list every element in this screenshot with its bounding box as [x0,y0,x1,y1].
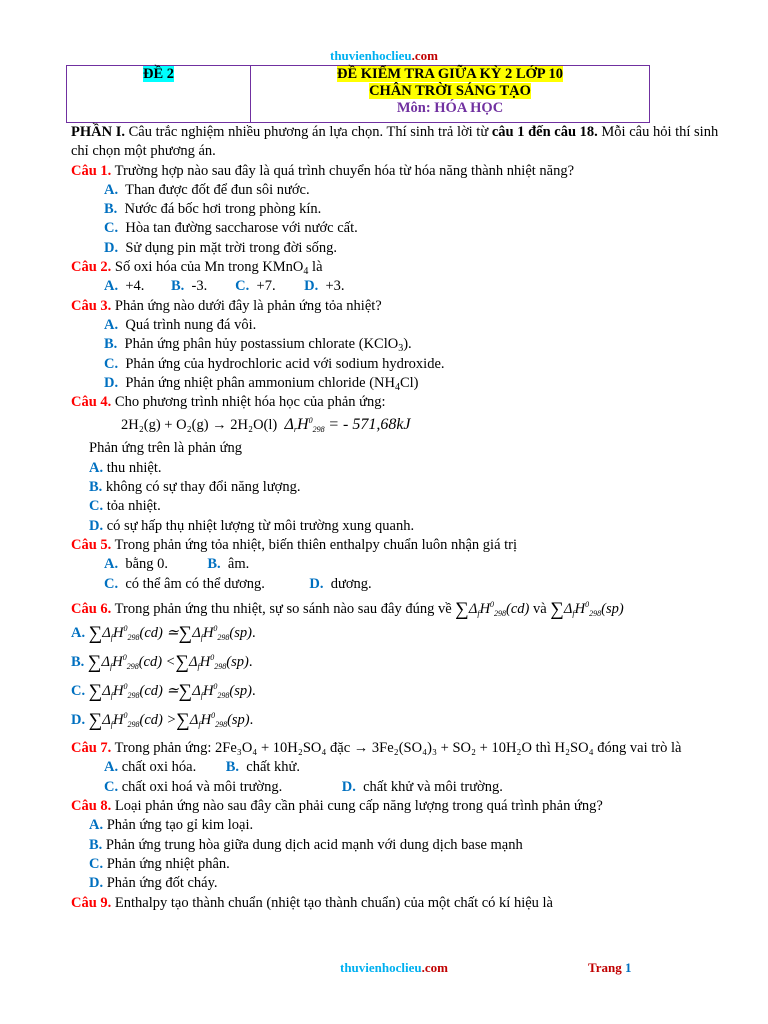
q1-option-c: C. Hòa tan đường saccharose với nước cất. [104,220,358,237]
part-intro: PHẦN I. Câu trắc nghiệm nhiều phương án lựa chọn. Thí sinh trả lời từ câu 1 đến câu 18. Mỗi câu hỏi thí sinh chỉ chọn một phương án. [71,124,719,160]
q4-option-a: A. thu nhiệt. [89,459,162,476]
q3-option-a: A. Quá trình nung đá vôi. [104,316,257,333]
q6-option-b: B. $\sum\Delta_fH^0_{298}(cd) <\sum\Delta_fH^0_{298}(sp)$. [71,652,253,674]
q8-option-a: A. Phản ứng tạo gỉ kim loại. [89,817,254,834]
q1-option-b: B. Nước đá bốc hơi trong phòng kín. [104,201,322,218]
q7-options-ab: A. chất oxi hóa. B. chất khử. [104,759,301,776]
exam-body [71,123,731,913]
q6-option-a: A. $\sum\Delta_fH^0_{298}(cd)$ $≃\sum\Delta_fH^0_{298}(sp)$. [71,623,256,645]
q1-option-a: A. Than được đốt để đun sôi nước. [104,181,310,198]
footer-site: thuvienhoclieu.com [340,960,448,975]
q8-option-c: C. Phản ứng nhiệt phân. [89,855,230,872]
q4-equation: 2H₂(g) + O₂(g) → 2H₂O(l) $\Delta_rH^0_{298}$ = - 571,68kJ [121,416,411,435]
page-number: Trang 1 [588,960,632,975]
question-2: Câu 2. Số oxi hóa của Mn trong KMnO$_4$ là [71,259,323,278]
exam-code-cell [67,66,251,123]
q5-options-cd: C. có thể âm có thể dương. D. dương. [104,575,372,592]
exam-title-cell [251,66,650,123]
q3-option-d: D. Phản ứng nhiệt phân ammonium chloride $(NH_4Cl)$ [104,374,419,393]
q6-option-c: C. $\sum\Delta_fH^0_{298}(cd)$ $≃\sum\Delta_fH^0_{298}(sp)$. [71,681,256,703]
q3-option-b: B. Phản ứng phân hủy postassium chlorate (KClO$_3$). [104,336,412,355]
q4-lead: Phản ứng trên là phản ứng [89,440,243,457]
question-6: Câu 6. Trong phản ứng thu nhiệt, sự so sánh nào sau đây đúng về $\sum\Delta_fH^0_{298}(cd)$ và $\sum\Delta_fH^0_{298}(sp)$ [71,598,624,620]
exam-subject: Môn: HÓA HỌC [396,100,504,116]
exam-code: ĐỀ 2 [142,66,175,82]
question-3: Câu 3. Phản ứng nào dưới đây là phản ứng tỏa nhiệt? [71,297,382,314]
enthalpy-symbol: $\Delta_rH^0_{298}$ [284,416,325,435]
title-table [66,65,650,123]
site-header: thuvienhoclieu.com [330,48,438,63]
exam-title: ĐỀ KIỂM TRA GIỮA KỲ 2 LỚP 10 [337,66,563,82]
q8-option-b: B. Phản ứng trung hòa giữa dung dịch acid mạnh với dung dịch base mạnh [89,836,523,853]
exam-subtitle: CHÂN TRỜI SÁNG TẠO [369,83,531,99]
q7-options-cd: C. chất oxi hoá và môi trường. D. chất khử và môi trường. [104,778,503,795]
question-5: Câu 5. Trong phản ứng tỏa nhiệt, biến thiên enthalpy chuẩn luôn nhận giá trị [71,536,518,553]
question-9: Câu 9. Enthalpy tạo thành chuẩn (nhiệt tạo thành chuẩn) của một chất có kí hiệu là [71,894,553,911]
question-8: Câu 8. Loại phản ứng nào sau đây cần phải cung cấp năng lượng trong quá trình phản ứng? [71,798,603,815]
q2-options: A. +4. B. -3. C. +7. D. +3. [104,278,345,295]
q8-option-d: D. Phản ứng đốt cháy. [89,875,218,892]
question-4: Câu 4. Cho phương trình nhiệt hóa học của phản ứng: [71,394,386,411]
q6-option-d: D. $\sum\Delta_fH^0_{298}(cd) >\sum\Delta_fH^0_{298}(sp)$. [71,710,254,732]
q3-option-c: C. Phản ứng của hydrochloric acid với sodium hydroxide. [104,355,445,372]
question-1: Câu 1. Trường hợp nào sau đây là quá trình chuyển hóa từ hóa năng thành nhiệt năng? [71,162,575,179]
q4-option-d: D. có sự hấp thụ nhiệt lượng từ môi trường xung quanh. [89,517,415,534]
q4-option-c: C. tỏa nhiệt. [89,498,161,515]
q1-option-d: D. Sử dụng pin mặt trời trong đời sống. [104,239,338,256]
question-7: Câu 7. Trong phản ứng: 2Fe₃O₄ + 10H₂SO₄ đặc → 3Fe₂(SO₄)₃ + SO₂ + 10H₂O thì H₂SO₄ đóng vai trò là [71,740,682,757]
q4-option-b: B. không có sự thay đổi năng lượng. [89,479,301,496]
q5-options-ab: A. bằng 0. B. âm. [104,556,250,573]
